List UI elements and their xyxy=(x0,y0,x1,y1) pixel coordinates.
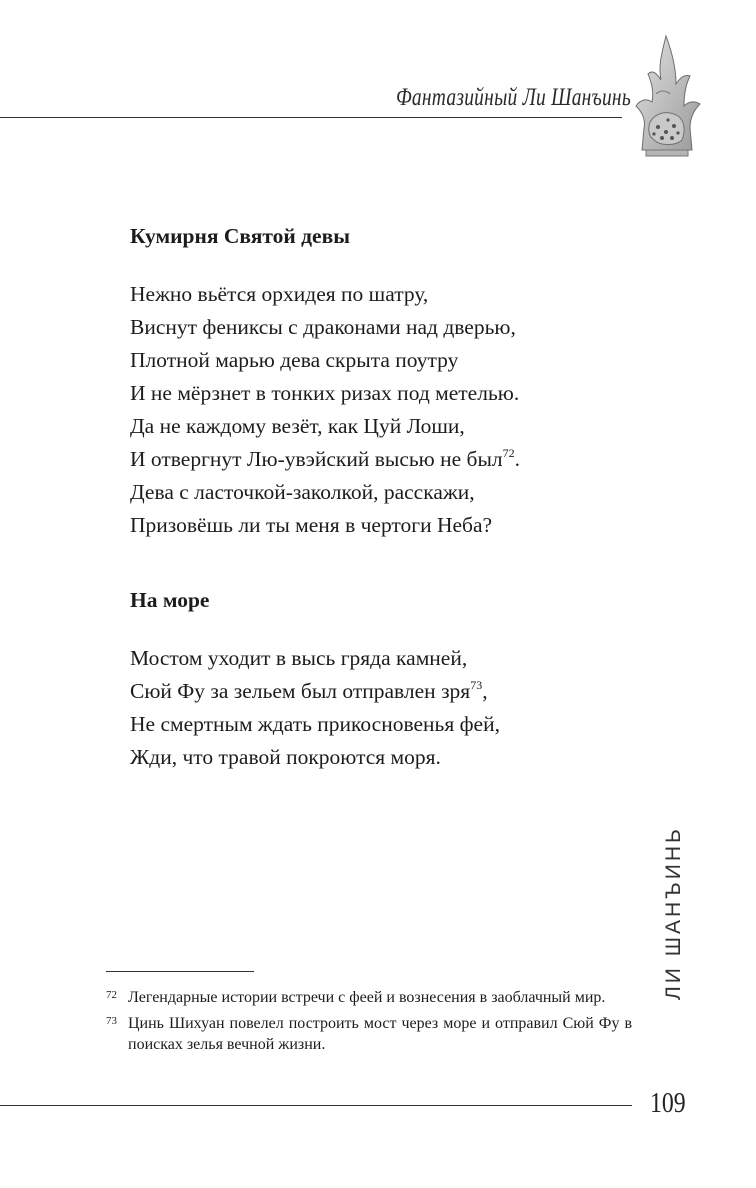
side-author-label: ЛИ ШАНЪИНЬ xyxy=(662,826,685,1000)
poem-title: На море xyxy=(130,588,210,612)
poem-line: Жди, что травой покроются моря. xyxy=(130,745,441,769)
running-head-title: Фантазийный Ли Шанъинь xyxy=(396,84,631,111)
line-punctuation: . xyxy=(514,447,521,471)
poem-line: Да не каждому везёт, как Цуй Лоши, xyxy=(130,414,465,438)
poem-line: Призовёшь ли ты меня в чертоги Неба? xyxy=(130,513,493,537)
poem-line: Плотной марью дева скрыта поутру xyxy=(130,348,459,372)
poem-line: Дева с ласточкой-заколкой, расскажи, xyxy=(130,480,475,504)
footnotes xyxy=(106,987,632,1060)
footnote-number: 73 xyxy=(106,1015,117,1027)
poem-line xyxy=(130,675,610,708)
footer-rule xyxy=(0,1105,632,1106)
footnote-ref[interactable]: 72 xyxy=(502,446,515,460)
poem-line-text: И отвергнут Лю-увэйский высью не был xyxy=(130,447,503,471)
poem-line: Виснут фениксы с драконами над дверью, xyxy=(130,315,516,339)
footnote-ref[interactable]: 73 xyxy=(470,678,483,692)
dragon-statue-icon xyxy=(628,32,706,160)
poem-line xyxy=(130,443,610,476)
poem-line: Не смертным ждать прикосновенья фей, xyxy=(130,712,500,736)
poem-2 xyxy=(130,588,610,774)
footnote-text: Легендарные истории встречи с феей и вознесения в заоблачный мир. xyxy=(128,989,606,1006)
poem-1 xyxy=(130,224,610,542)
poem-title: Кумирня Святой девы xyxy=(130,224,350,248)
header-rule xyxy=(0,117,622,118)
footnote-text: Цинь Шихуан повелел построить мост через море и отправил Сюй Фу в поисках зелья вечной жизни. xyxy=(128,1015,632,1053)
line-punctuation: , xyxy=(482,679,488,703)
footnote xyxy=(106,987,632,1008)
poem-line: Мостом уходит в высь гряда камней, xyxy=(130,646,468,670)
poem-line-text: Сюй Фу за зельем был отправлен зря xyxy=(130,679,471,703)
footnote xyxy=(106,1013,632,1055)
footnote-number: 72 xyxy=(106,989,117,1001)
poem-line: Нежно вьётся орхидея по шатру, xyxy=(130,282,429,306)
footnote-rule xyxy=(106,971,254,972)
page-number: 109 xyxy=(650,1087,686,1119)
poem-line: И не мёрзнет в тонких ризах под метелью. xyxy=(130,381,520,405)
